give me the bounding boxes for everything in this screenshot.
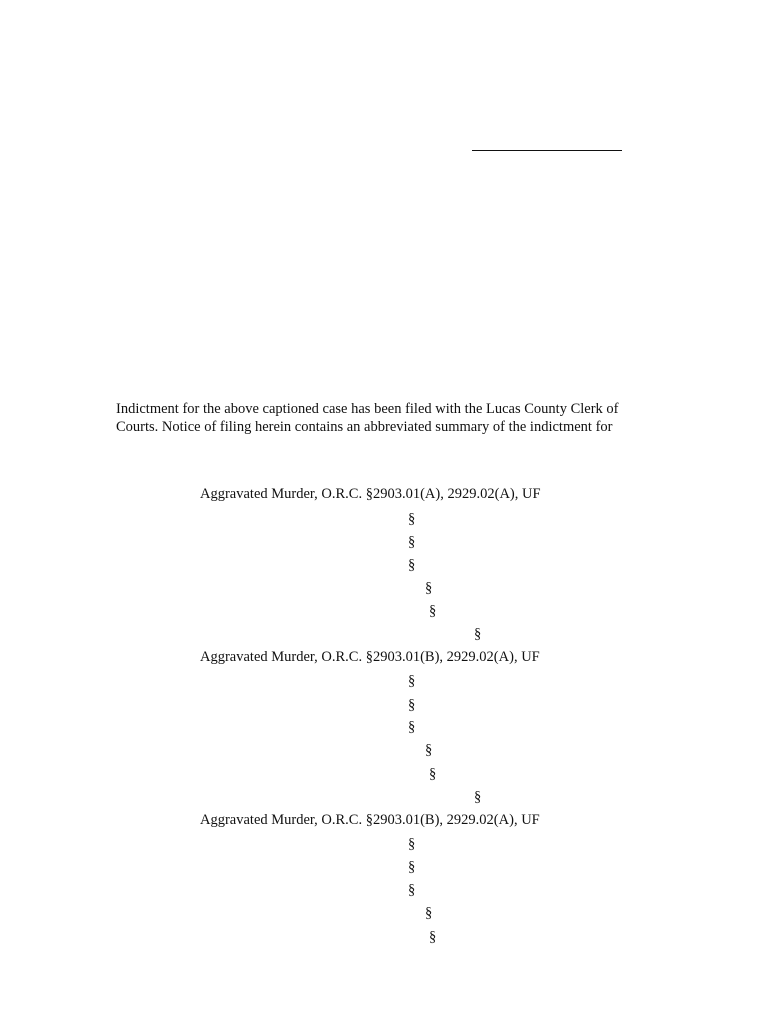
count-3-spec-4: §: [425, 905, 433, 921]
count-3-spec-5: §: [429, 929, 437, 945]
count-2-spec-2: §: [408, 697, 416, 713]
count-3-spec-3: §: [408, 882, 416, 898]
count-2-spec-1: §: [408, 673, 416, 689]
count-2-heading: Aggravated Murder, O.R.C. §2903.01(B), 2929.02(A), UF: [200, 649, 540, 665]
count-3-spec-1: §: [408, 836, 416, 852]
count-2-spec-4: §: [425, 742, 433, 758]
count-1-spec-4: §: [425, 580, 433, 596]
count-3-heading: Aggravated Murder, O.R.C. §2903.01(B), 2929.02(A), UF: [200, 812, 540, 828]
count-1-spec-3: §: [408, 557, 416, 573]
signature-line: [472, 150, 622, 151]
count-1-heading: Aggravated Murder, O.R.C. §2903.01(A), 2929.02(A), UF: [200, 486, 541, 502]
count-1-spec-6: §: [474, 626, 482, 642]
count-2-spec-6: §: [474, 789, 482, 805]
intro-line-1: Indictment for the above captioned case has been filed with the Lucas County Clerk of: [116, 401, 619, 417]
count-1-spec-2: §: [408, 534, 416, 550]
count-1-spec-1: §: [408, 511, 416, 527]
count-2-spec-3: §: [408, 719, 416, 735]
intro-paragraph: [116, 400, 656, 436]
count-2-spec-5: §: [429, 766, 437, 782]
intro-line-2: Courts. Notice of filing herein contains an abbreviated summary of the indictment for: [116, 419, 613, 435]
count-1-spec-5: §: [429, 603, 437, 619]
count-3-spec-2: §: [408, 859, 416, 875]
